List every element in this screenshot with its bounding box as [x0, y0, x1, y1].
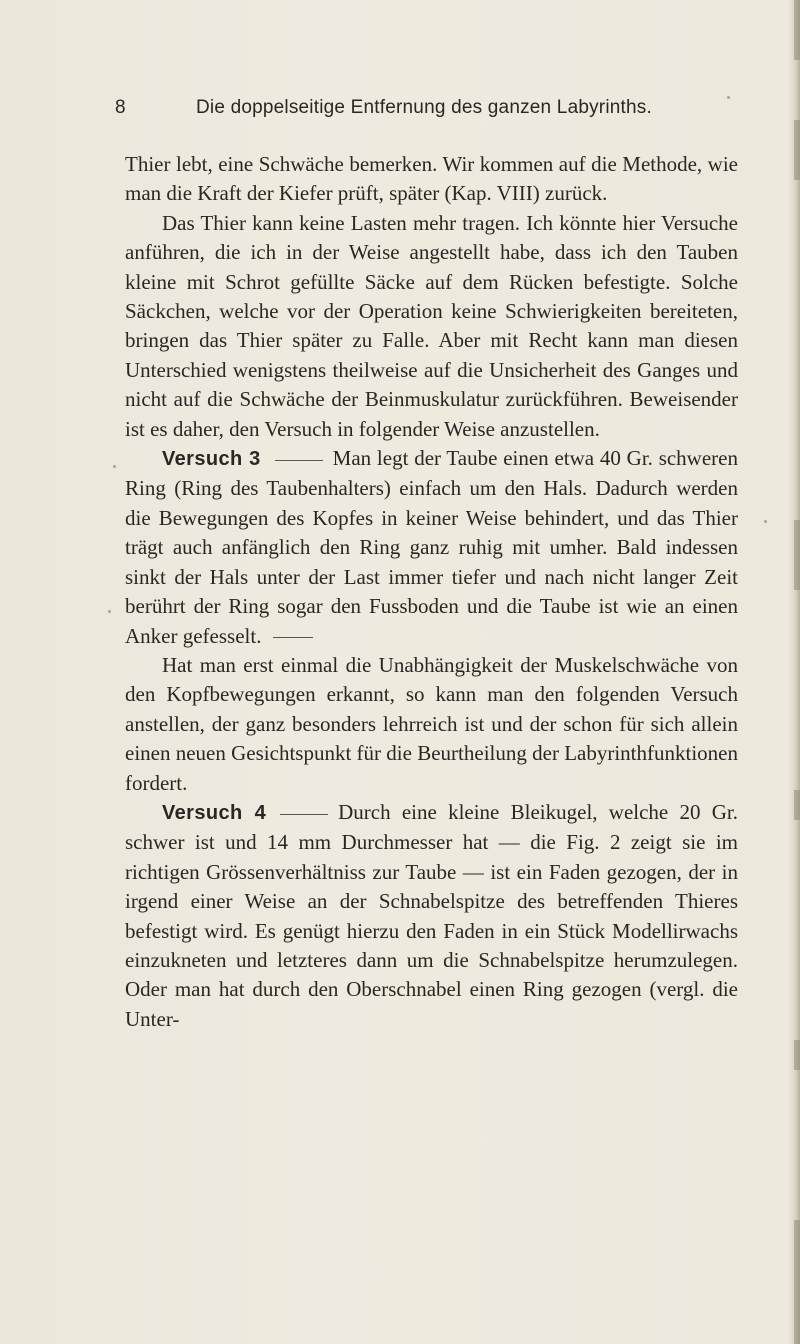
- paragraph-loads: Das Thier kann keine Lasten mehr tragen. Ich könnte hier Versuche anführen, die ich in der Weise angestellt habe, dass ich den Tauben kleine mit Schrot gefüllte Säcke auf dem Rücken befestigte. Solche Säckchen, welche vor der Operation keine Schwierigkeiten bereiteten, bringen das Thier später zu Falle. Aber mit Recht kann man diesen Unterschied wenigstens theilweise auf die Unsicherheit des Ganges und nicht auf die Schwäche der Beinmuskulatur zurückführen. Beweisender ist es daher, den Versuch in folgender Weise anzustellen.: [125, 210, 738, 441]
- heading-dash: [275, 460, 323, 461]
- page-header: [0, 97, 800, 127]
- end-dash: [273, 637, 313, 638]
- heading-dash: [280, 814, 328, 815]
- paper-speck: [113, 465, 116, 468]
- experiment-4-heading: Versuch 4: [162, 801, 267, 824]
- page-edge-mark: [794, 1220, 800, 1344]
- experiment-4-text: Durch eine kleine Bleikugel, welche 20 Gr. schwer ist und 14 mm Durchmesser hat — die Fig. 2 zeigt sie im richtigen Grössenverhältniss zur Taube — ist ein Faden gezogen, der in irgend einer Weise an der Schnabelspitze des betreffenden Thieres befestigt wird. Es genügt hierzu den Faden in ein Stück Modellirwachs einzukneten und letzteres dann um die Schnabelspitze herumzulegen. Oder man hat durch den Oberschnabel einen Ring gezogen (vergl. die Unter-: [125, 799, 738, 1031]
- paragraph-independence: Hat man erst einmal die Unabhängigkeit der Muskelschwäche von den Kopfbewegungen erkannt, so kann man den folgenden Versuch anstellen, der ganz besonders lehrreich ist und der schon für sich allein einen neuen Gesichtspunkt für die Beurtheilung der Labyrinthfunktionen fordert.: [125, 652, 738, 795]
- running-title: Die doppelseitige Entfernung des ganzen Labyrinths.: [196, 97, 652, 118]
- page-edge-mark: [794, 790, 800, 820]
- paper-speck: [727, 96, 730, 99]
- paper-speck: [764, 520, 767, 523]
- experiment-3-heading: Versuch 3: [162, 448, 261, 471]
- page-edge-mark: [794, 120, 800, 180]
- page-number: 8: [115, 97, 126, 118]
- paragraph-experiment-4: [125, 798, 738, 1034]
- page-edge-mark: [794, 1040, 800, 1070]
- page-edge-shadow: [788, 0, 800, 1344]
- page-edge-mark: [794, 0, 800, 60]
- paper-speck: [108, 610, 111, 613]
- body-text: [125, 150, 738, 1034]
- paragraph-experiment-3: [125, 444, 738, 651]
- experiment-3-text: Man legt der Taube einen etwa 40 Gr. schweren Ring (Ring des Taubenhalters) einfach um den Hals. Dadurch werden die Bewegungen des Kopfes in keiner Weise behindert, und das Thier trägt auch anfänglich den Ring ganz ruhig mit umher. Bald indessen sinkt der Hals unter der Last immer tiefer und nach nicht langer Zeit berührt der Ring sogar den Fussboden und die Taube ist wie an einen Anker gefesselt.: [125, 446, 738, 648]
- page-edge-mark: [794, 520, 800, 590]
- paragraph-continuation: Thier lebt, eine Schwäche bemerken. Wir kommen auf die Methode, wie man die Kraft der Kiefer prüft, später (Kap. VIII) zurück.: [125, 152, 738, 206]
